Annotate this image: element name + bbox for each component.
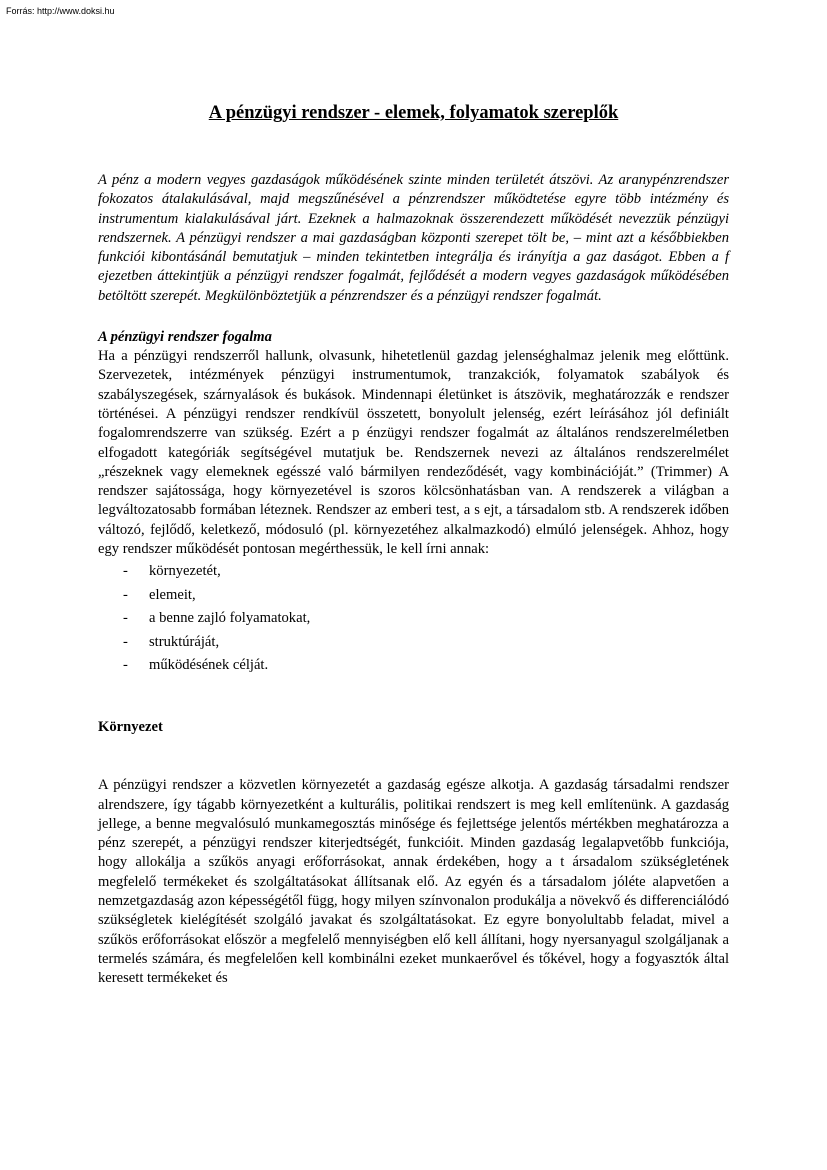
section-paragraph-fogalma: Ha a pénzügyi rendszerről hallunk, olvasunk, hihetetlenül gazdag jelenséghalmaz jelenik meg előttünk. Szervezetek, intézmények pénzügyi instrumentumok, tranzakciók, folyamatok szabályok és szabályszegések, szárnyalások és bukások. Mindennapi életünket is átszövik, meghatározzák e rendszer történései. A pénzügyi rendszer rendkívül összetett, bonyolult jelenség, ezért leírásához jól definiált fogalomrendszerre van szükség. Ezért a p énzügyi rendszer fogalmát az általános rendszerelméletben elfogadott kategóriák segítségével mutatjuk be. Rendszernek nevezi az általános rendszerelmélet „részeknek vagy elemeknek egésszé való bármilyen rendeződését, vagy kombinációját.” (Trimmer) A rendszer sajátossága, hogy környezetével is szoros kölcsönhatásban van. A rendszerek a világban a legváltozatosabb formában léteznek. Rendszer az emberi test, a s ejt, a társadalom stb. A rendszerek időben változó, fejlődő, keletkező, módosuló (pl. környezetéhez alkalmazkodó) elmúló jelenségek. Ahhoz, hogy egy rendszer működését pontosan megérthessük, le kell írni annak:	[98, 348, 729, 558]
list-item-text: környezetét,	[149, 563, 221, 580]
section-paragraph-kornyezet: A pénzügyi rendszer a közvetlen környezetét a gazdaság egésze alkotja. A gazdaság társadalmi rendszer alrendszere, így tágabb környezetként a kulturális, politikai rendszert is meg kell említenünk. A gazdaság jellege, a benne megvalósuló munkamegosztás minősége és fejlettsége jelentős mértékben meghatározza a pénz szerepét, a pénzügyi rendszer kiterjedtségét, funkcióit. Minden gazdaság legalapvetőbb funkciója, hogy allokálja a szűkös anyagi erőforrásokat, annak érdekében, hogy a t ársadalom szükségletének megfelelő termékeket és szolgáltatásokat állítsanak elő. Az egyén és a társadalom jóléte alapvetően a nemzetgazdaság azon képességétől függ, hogy milyen színvonalon produkálja a növekvő és differenciálódó szükségletek kielégítését szolgáló javakat és szolgáltatásokat. Ez egyre bonyolultabb feladat, mivel a szűkös erőforrásokat először a megfelelő mennyiségben elő kell állítani, hogy nyersanyagul szolgáljanak a termelés számára, és megfelelően kell kombinálni ezeket munkaerővel és tőkével, hogy a fogyasztók által keresett termékeket és	[98, 777, 729, 987]
dash-bullet: -	[123, 656, 128, 673]
dash-bullet: -	[123, 633, 128, 650]
list-item	[98, 633, 729, 656]
dash-bullet: -	[123, 610, 128, 627]
list-item	[98, 609, 729, 632]
dash-bullet: -	[123, 586, 128, 603]
dash-bullet: -	[123, 563, 128, 580]
bullet-list	[98, 562, 729, 679]
list-item	[98, 562, 729, 585]
document-body	[98, 171, 729, 989]
list-item-text: működésének célját.	[149, 656, 269, 673]
page-title: A pénzügyi rendszer - elemek, folyamatok szereplők	[208, 103, 619, 123]
intro-paragraph: A pénz a modern vegyes gazdaságok működésének szinte minden területét átszövi. Az aranypénzrendszer fokozatos átalakulásával, majd megszűnésével a pénzrendszer működtetése egyre több intézmény és instrumentum kialakulásával járt. Ezeknek a halmazoknak összerendezett működését nevezzük pénzügyi rendszernek. A pénzügyi rendszer a mai gazdaságban központi szerepet tölt be, – mint azt a későbbiekben funkciói kibontásánál bemutatjuk – minden tekintetben integrálja és irányítja a gaz daságot. Ebben a f ejezetben áttekintjük a pénzügyi rendszer fogalmát, fejlődését a modern vegyes gazdaságok működésében betöltött szerepét. Megkülönböztetjük a pénzrendszer és a pénzügyi rendszer fogalmát.	[98, 172, 729, 304]
list-item-text: a benne zajló folyamatokat,	[149, 610, 311, 627]
list-item	[98, 656, 729, 679]
list-item	[98, 586, 729, 609]
list-item-text: struktúráját,	[149, 633, 220, 650]
section-heading-fogalma: A pénzügyi rendszer fogalma	[98, 329, 272, 346]
source-label: Forrás: http://www.doksi.hu	[6, 6, 115, 16]
list-item-text: elemeit,	[149, 586, 196, 603]
section-heading-kornyezet: Környezet	[98, 719, 163, 736]
